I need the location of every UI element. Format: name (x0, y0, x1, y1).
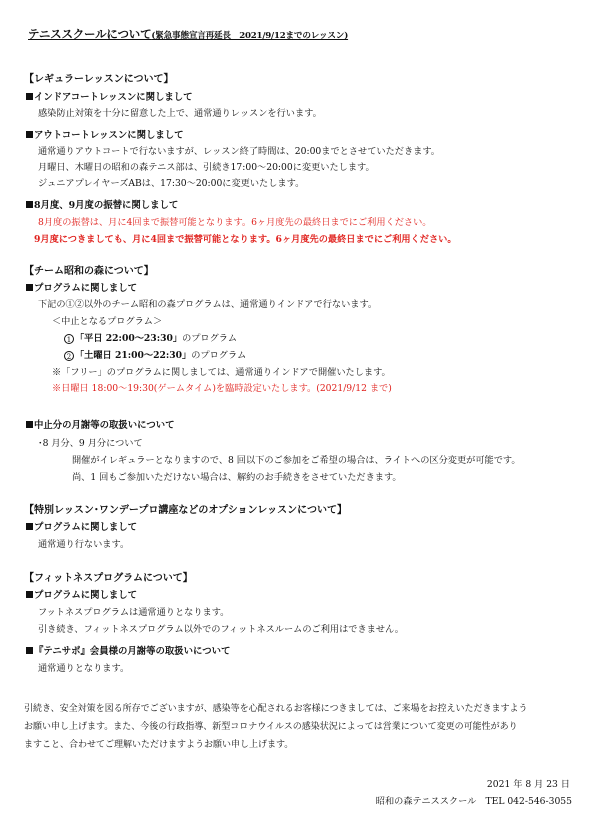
section-fitness-heading: 【フィットネスプログラムについて】 (24, 573, 193, 584)
makeup-line-2: 9月度につきましても、月に4回まで振替可能となります。6ヶ月度先の最終日までにご利用ください。 (34, 234, 457, 245)
page-title-sub: (緊急事態宣言再延長 2021/9/12までのレッスン) (151, 31, 349, 41)
issue-date: 2021 年 8 月 23 日 (486, 779, 570, 790)
tenisapo-fee-line-1: 通常通りとなります。 (38, 663, 130, 674)
indoor-heading (26, 91, 193, 105)
square-bullet-icon (26, 421, 33, 428)
page-title (28, 27, 348, 43)
indoor-line-1: 感染防止対策を十分に留意した上で、通常通りレッスンを行います。 (38, 108, 322, 119)
fee-cancel-heading (26, 419, 174, 433)
closing-line-1: 引続き、安全対策を図る所存でございますが、感染等を心配されるお客様につきましては、ご来場をお控えいただきますよう (24, 704, 528, 714)
free-program-note: ※「フリー」のプログラムに関しましては、通常通りインドアで開催いたします。 (52, 367, 391, 378)
cancelled-program-2-suffix: のプログラム (191, 350, 247, 361)
makeup-heading (26, 199, 178, 213)
outdoor-heading-text: アウトコートレッスンに関しまして (34, 130, 184, 141)
tenisapo-fee-heading-text: 『テニサポ』会員様の月謝等の取扱いについて (34, 646, 231, 657)
fee-cancel-line-1: ･8 月分、9 月分について (38, 438, 143, 449)
cancelled-program-2 (64, 349, 246, 363)
fitness-program-heading-text: プログラムに関しまして (34, 590, 138, 601)
circled-number-1: 1 (64, 334, 74, 344)
square-bullet-icon (26, 201, 33, 208)
organization-contact: 昭和の森テニススクール TEL 042-546-3055 (375, 796, 572, 807)
option-line-1: 通常通り行ないます。 (38, 539, 130, 550)
cancelled-program-1-time: 「平日 22:00～23:30」 (75, 333, 183, 344)
fee-cancel-line-3: 尚、1 回もご参加いただけない場合は、解約のお手続きをさせていただきます。 (72, 472, 402, 483)
fee-cancel-line-2: 開催がイレギュラーとなりますので、8 回以下のご参加をご希望の場合は、ライトへの区分変更が可能です。 (72, 455, 521, 466)
fitness-program-heading (26, 589, 137, 603)
fitness-line-1: フットネスプログラムは通常通りとなります。 (38, 607, 230, 618)
square-bullet-icon (26, 284, 33, 291)
option-program-heading-text: プログラムに関しまして (34, 522, 138, 533)
square-bullet-icon (26, 647, 33, 654)
cancelled-program-1 (64, 332, 237, 346)
section-regular-heading: 【レギュラーレッスンについて】 (24, 74, 174, 85)
makeup-heading-text: 8月度、9月度の振替に関しまして (34, 200, 179, 211)
outdoor-line-2: 月曜日、木曜日の昭和の森テニス部は、引続き17:00～20:00に変更いたします。 (38, 162, 375, 173)
sunday-game-note: ※日曜日 18:00～19:30(ゲームタイム)を臨時設定いたします。(2021/9/12 まで) (52, 383, 392, 394)
makeup-line-1: 8月度の振替は、月に4回まで振替可能となります。6ヶ月度先の最終日までにご利用ください。 (38, 217, 432, 228)
outdoor-line-3: ジュニアプレイヤーズABは、17:30～20:00に変更いたします。 (38, 178, 305, 189)
closing-line-3: ますこと、合わせてご理解いただけますようお願い申し上げます。 (24, 740, 294, 750)
square-bullet-icon (26, 93, 33, 100)
fee-cancel-heading-text: 中止分の月謝等の取扱いについて (34, 420, 175, 431)
circled-number-2: 2 (64, 351, 74, 361)
cancelled-program-1-suffix: のプログラム (182, 333, 238, 344)
page-title-main: テニススクールについて (28, 27, 152, 41)
square-bullet-icon (26, 591, 33, 598)
outdoor-line-1: 通常通りアウトコートで行ないますが、レッスン終了時間は、20:00までとさせていただきます。 (38, 146, 440, 157)
outdoor-heading (26, 129, 184, 143)
fitness-line-2: 引き続き、フィットネスプログラム以外でのフィットネスルームのご利用はできません。 (38, 624, 404, 635)
tenisapo-fee-heading (26, 645, 230, 659)
option-program-heading (26, 521, 137, 535)
team-program-line-1: 下記の①②以外のチーム昭和の森プログラムは、通常通りインドアで行ないます。 (38, 299, 378, 310)
team-program-heading (26, 282, 137, 296)
cancelled-programs-label: ＜中止となるプログラム＞ (52, 316, 163, 327)
section-team-heading: 【チーム昭和の森について】 (24, 266, 154, 277)
square-bullet-icon (26, 131, 33, 138)
section-option-heading: 【特別レッスン･ワンデープロ講座などのオプションレッスンについて】 (24, 505, 347, 516)
square-bullet-icon (26, 523, 33, 530)
indoor-heading-text: インドアコートレッスンに関しまして (34, 92, 193, 103)
team-program-heading-text: プログラムに関しまして (34, 283, 138, 294)
closing-line-2: お願い申し上げます。また、今後の行政指導、新型コロナウイルスの感染状況によっては営業について変更の可能性があり (24, 722, 518, 732)
cancelled-program-2-time: 「土曜日 21:00～22:30」 (75, 350, 192, 361)
